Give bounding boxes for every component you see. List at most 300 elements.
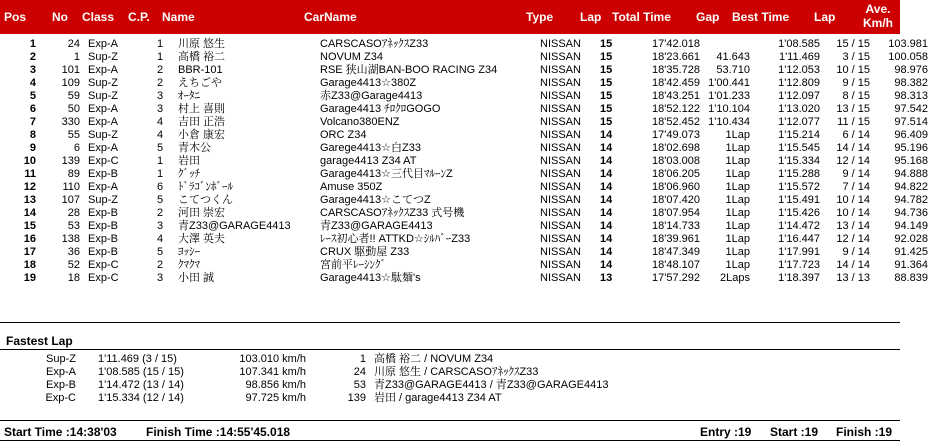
fastest-time-cell: 1'08.585 (15 / 15) xyxy=(98,366,184,378)
fastest-driver-cell: 青Z33@GARAGE4413 / 青Z33@GARAGE4413 xyxy=(374,379,609,391)
car-number-cell: 50 xyxy=(67,103,80,115)
car-name-cell: Volcano380ENZ xyxy=(320,116,400,128)
class-cell: Exp-C xyxy=(88,272,119,284)
fastest-lap-row xyxy=(0,379,694,392)
driver-name-cell: 吉田 正浩 xyxy=(178,116,226,128)
car-type-cell: NISSAN xyxy=(540,64,581,76)
pos-cell: 5 xyxy=(29,90,36,102)
driver-name-cell: ｸﾏｸﾏ xyxy=(178,259,200,271)
header-ave-line1: Ave. xyxy=(865,2,891,16)
car-number-cell: 107 xyxy=(61,194,80,206)
car-number-cell: 52 xyxy=(67,259,80,271)
fastest-driver-cell: 川原 悠生 / CARSCASOｱﾈｯｸｽZ33 xyxy=(374,366,539,378)
best-lap-cell: 8 / 15 xyxy=(842,90,870,102)
car-number-cell: 24 xyxy=(67,38,80,50)
class-cell: Exp-A xyxy=(88,103,118,115)
class-position-cell: 5 xyxy=(156,142,164,154)
pos-cell: 3 xyxy=(29,64,36,76)
gap-cell: 1'10.104 xyxy=(708,103,750,115)
header-name: Name xyxy=(162,10,195,24)
fastest-lap-row xyxy=(0,366,694,379)
gap-cell: 1Lap xyxy=(725,194,750,206)
total-time-cell: 17'49.073 xyxy=(652,129,700,141)
laps-cell: 14 xyxy=(600,194,613,206)
class-cell: Exp-C xyxy=(88,259,119,271)
class-position-cell: 3 xyxy=(156,90,164,102)
average-speed-cell: 94.736 xyxy=(894,207,928,219)
car-name-cell: Garege4413☆白Z33 xyxy=(320,142,421,154)
class-cell: Exp-A xyxy=(88,38,118,50)
car-name-cell: Garage4413 ﾁﾛｸﾛGOGO xyxy=(320,103,441,115)
class-position-cell: 3 xyxy=(156,103,164,115)
header-class: Class xyxy=(82,10,115,24)
fastest-driver-cell: 高橋 裕二 / NOVUM Z34 xyxy=(374,353,494,365)
class-cell: Sup-Z xyxy=(88,194,118,206)
average-speed-cell: 94.888 xyxy=(894,168,928,180)
car-number-cell: 36 xyxy=(67,246,80,258)
laps-cell: 15 xyxy=(600,116,613,128)
class-position-cell: 3 xyxy=(156,272,164,284)
gap-cell xyxy=(700,38,750,51)
total-time-cell: 18'42.459 xyxy=(652,77,700,89)
result-row xyxy=(0,233,930,246)
car-type-cell: NISSAN xyxy=(540,207,581,219)
best-lap-cell: 9 / 14 xyxy=(842,246,870,258)
header-total-time: Total Time xyxy=(612,10,671,24)
best-lap-cell: 13 / 14 xyxy=(836,220,870,232)
total-time-cell: 18'43.251 xyxy=(652,90,700,102)
result-row xyxy=(0,64,930,77)
class-position-cell: 1 xyxy=(156,51,164,63)
average-speed-cell: 98.382 xyxy=(894,77,928,89)
class-cell: Exp-B xyxy=(88,220,118,232)
best-time-cell: 1'15.491 xyxy=(778,194,820,206)
car-number-cell: 6 xyxy=(73,142,80,154)
best-lap-cell: 13 / 13 xyxy=(836,272,870,284)
header-lap: Lap xyxy=(580,10,602,24)
total-time-cell: 17'57.292 xyxy=(652,272,700,284)
gap-cell: 1Lap xyxy=(725,246,750,258)
total-time-cell: 18'07.420 xyxy=(652,194,700,206)
gap-cell: 1'00.441 xyxy=(708,77,750,89)
fastest-class-cell: Exp-C xyxy=(45,392,76,404)
laps-cell: 14 xyxy=(600,155,613,167)
pos-cell: 16 xyxy=(23,233,36,245)
car-name-cell: CRUX 駆動屋 Z33 xyxy=(320,246,410,258)
average-speed-cell: 95.196 xyxy=(894,142,928,154)
car-type-cell: NISSAN xyxy=(540,38,581,50)
laps-cell: 14 xyxy=(600,129,613,141)
best-time-cell: 1'18.397 xyxy=(778,272,820,284)
best-lap-cell: 14 / 14 xyxy=(836,259,870,271)
driver-name-cell: 小倉 康宏 xyxy=(178,129,226,141)
pos-cell: 2 xyxy=(29,51,36,63)
best-time-cell: 1'14.472 xyxy=(778,220,820,232)
class-cell: Sup-Z xyxy=(88,51,118,63)
header-cp: C.P. xyxy=(128,10,150,24)
pos-cell: 15 xyxy=(23,220,36,232)
class-cell: Exp-A xyxy=(88,64,118,76)
laps-cell: 14 xyxy=(600,207,613,219)
footer-bar xyxy=(0,424,900,440)
fastest-car-number-cell: 24 xyxy=(353,366,366,378)
class-position-cell: 1 xyxy=(156,168,164,180)
total-time-cell: 18'14.733 xyxy=(652,220,700,232)
total-time-cell: 18'23.661 xyxy=(652,51,700,63)
class-position-cell: 2 xyxy=(156,77,164,89)
average-speed-cell: 97.514 xyxy=(894,116,928,128)
class-cell: Exp-B xyxy=(88,168,118,180)
best-lap-cell: 10 / 14 xyxy=(836,194,870,206)
average-speed-cell: 94.149 xyxy=(894,220,928,232)
car-number-cell: 101 xyxy=(61,64,80,76)
header-best-lap: Lap xyxy=(814,10,836,24)
fastest-time-cell: 1'15.334 (12 / 14) xyxy=(98,392,184,404)
laps-cell: 15 xyxy=(600,103,613,115)
car-number-cell: 1 xyxy=(73,51,80,63)
car-name-cell: Garage4413☆三代目ﾏﾙｰﾝZ xyxy=(320,168,453,180)
result-row xyxy=(0,181,930,194)
average-speed-cell: 95.168 xyxy=(894,155,928,167)
driver-name-cell: 高橋 裕二 xyxy=(178,51,226,63)
laps-cell: 14 xyxy=(600,168,613,180)
car-name-cell: 宮前平ﾚｰｼﾝｸﾞ xyxy=(320,259,386,271)
divider-line xyxy=(0,420,900,421)
result-row xyxy=(0,246,930,259)
class-position-cell: 6 xyxy=(156,181,164,193)
best-time-cell: 1'12.053 xyxy=(778,64,820,76)
average-speed-cell: 88.839 xyxy=(894,272,928,284)
driver-name-cell: ﾖｯｼｰ xyxy=(178,246,200,258)
gap-cell: 1'01.233 xyxy=(708,90,750,102)
average-speed-cell: 98.313 xyxy=(894,90,928,102)
car-type-cell: NISSAN xyxy=(540,142,581,154)
driver-name-cell: ﾄﾞﾗｺﾞﾝﾎﾞｰﾙ xyxy=(178,181,233,193)
class-position-cell: 3 xyxy=(156,220,164,232)
car-type-cell: NISSAN xyxy=(540,51,581,63)
pos-cell: 12 xyxy=(23,181,36,193)
car-type-cell: NISSAN xyxy=(540,272,581,284)
laps-cell: 14 xyxy=(600,246,613,258)
best-time-cell: 1'17.991 xyxy=(778,246,820,258)
best-time-cell: 1'11.469 xyxy=(778,51,820,63)
car-name-cell: ﾚｰｽ初心者!! ATTKD☆ｼﾙﾊﾞｰZ33 xyxy=(320,233,471,245)
car-name-cell: 青Z33@GARAGE4413 xyxy=(320,220,433,232)
best-lap-cell: 12 / 14 xyxy=(836,233,870,245)
best-time-cell: 1'15.334 xyxy=(778,155,820,167)
laps-cell: 15 xyxy=(600,64,613,76)
best-time-cell: 1'17.723 xyxy=(778,259,820,271)
car-number-cell: 59 xyxy=(67,90,80,102)
result-row xyxy=(0,194,930,207)
best-lap-cell: 13 / 15 xyxy=(836,103,870,115)
best-lap-cell: 9 / 15 xyxy=(842,77,870,89)
total-time-cell: 18'06.205 xyxy=(652,168,700,180)
driver-name-cell: 川原 悠生 xyxy=(178,38,226,50)
car-number-cell: 139 xyxy=(61,155,80,167)
result-row xyxy=(0,90,930,103)
best-time-cell: 1'15.545 xyxy=(778,142,820,154)
best-time-cell: 1'08.585 xyxy=(778,38,820,50)
header-ave xyxy=(860,2,896,30)
best-lap-cell: 10 / 14 xyxy=(836,207,870,219)
class-position-cell: 2 xyxy=(156,207,164,219)
total-time-cell: 18'48.107 xyxy=(652,259,700,271)
fastest-class-cell: Exp-B xyxy=(46,379,76,391)
gap-cell: 1Lap xyxy=(725,220,750,232)
best-lap-cell: 11 / 15 xyxy=(837,116,870,128)
car-type-cell: NISSAN xyxy=(540,246,581,258)
pos-cell: 13 xyxy=(23,194,36,206)
best-time-cell: 1'12.809 xyxy=(778,77,820,89)
total-time-cell: 18'03.008 xyxy=(652,155,700,167)
car-type-cell: NISSAN xyxy=(540,129,581,141)
driver-name-cell: ｸﾞｯﾁ xyxy=(178,168,200,180)
result-row xyxy=(0,38,930,51)
car-name-cell: NOVUM Z34 xyxy=(320,51,383,63)
pos-cell: 14 xyxy=(23,207,36,219)
pos-cell: 19 xyxy=(23,272,36,284)
fastest-time-cell: 1'11.469 (3 / 15) xyxy=(98,353,177,365)
average-speed-cell: 103.981 xyxy=(888,38,928,50)
class-position-cell: 4 xyxy=(156,129,164,141)
best-time-cell: 1'15.214 xyxy=(778,129,820,141)
car-type-cell: NISSAN xyxy=(540,181,581,193)
average-speed-cell: 91.364 xyxy=(894,259,928,271)
gap-cell: 1'10.434 xyxy=(708,116,750,128)
fastest-car-number-cell: 139 xyxy=(347,392,366,404)
total-time-cell: 18'02.698 xyxy=(652,142,700,154)
total-time-cell: 17'42.018 xyxy=(652,38,700,50)
fastest-driver-cell: 岩田 / garage4413 Z34 AT xyxy=(374,392,502,404)
car-type-cell: NISSAN xyxy=(540,116,581,128)
driver-name-cell: こてつくん xyxy=(178,194,233,206)
best-lap-cell: 10 / 15 xyxy=(836,64,870,76)
class-cell: Sup-Z xyxy=(88,77,118,89)
class-cell: Exp-A xyxy=(88,142,118,154)
total-time-cell: 18'35.728 xyxy=(652,64,700,76)
car-type-cell: NISSAN xyxy=(540,194,581,206)
average-speed-cell: 96.409 xyxy=(894,129,928,141)
class-position-cell: 4 xyxy=(156,116,164,128)
header-no: No xyxy=(52,10,68,24)
car-name-cell: Amuse 350Z xyxy=(320,181,383,193)
car-name-cell: CARSCASOｱﾈｯｸｽZ33 xyxy=(320,38,429,50)
pos-cell: 17 xyxy=(23,246,36,258)
car-name-cell: garage4413 Z34 AT xyxy=(320,155,417,167)
average-speed-cell: 92.028 xyxy=(894,233,928,245)
pos-cell: 10 xyxy=(23,155,36,167)
fastest-lap-table xyxy=(0,353,694,405)
car-name-cell: 赤Z33@Garage4413 xyxy=(320,90,423,102)
gap-cell: 2Laps xyxy=(720,272,750,284)
laps-cell: 15 xyxy=(600,90,613,102)
best-time-cell: 1'12.077 xyxy=(778,116,820,128)
car-type-cell: NISSAN xyxy=(540,103,581,115)
result-row xyxy=(0,51,930,64)
class-position-cell: 5 xyxy=(156,194,164,206)
best-time-cell: 1'13.020 xyxy=(778,103,820,115)
gap-cell: 41.643 xyxy=(716,51,750,63)
class-position-cell: 4 xyxy=(156,233,164,245)
fastest-speed-cell: 98.856 km/h xyxy=(245,379,306,391)
fastest-lap-title: Fastest Lap xyxy=(6,334,73,348)
driver-name-cell: 青木公 xyxy=(178,142,211,154)
class-position-cell: 2 xyxy=(156,64,164,76)
laps-cell: 15 xyxy=(600,51,613,63)
average-speed-cell: 91.425 xyxy=(894,246,928,258)
result-row xyxy=(0,272,930,285)
class-cell: Sup-Z xyxy=(88,129,118,141)
best-lap-cell: 7 / 14 xyxy=(842,181,870,193)
driver-name-cell: 小田 誠 xyxy=(178,272,215,284)
class-cell: Exp-A xyxy=(88,181,118,193)
results-table xyxy=(0,38,930,285)
gap-cell: 1Lap xyxy=(725,155,750,167)
best-lap-cell: 6 / 14 xyxy=(842,129,870,141)
finish-count: Finish :19 xyxy=(836,425,893,439)
car-name-cell: ORC Z34 xyxy=(320,129,367,141)
divider-line xyxy=(0,322,900,323)
average-speed-cell: 94.822 xyxy=(894,181,928,193)
result-row xyxy=(0,116,930,129)
driver-name-cell: 岩田 xyxy=(178,155,200,167)
laps-cell: 14 xyxy=(600,233,613,245)
fastest-car-number-cell: 53 xyxy=(353,379,366,391)
car-type-cell: NISSAN xyxy=(540,233,581,245)
best-lap-cell: 14 / 14 xyxy=(836,142,870,154)
result-row xyxy=(0,259,930,272)
best-time-cell: 1'12.097 xyxy=(778,90,820,102)
car-number-cell: 89 xyxy=(67,168,80,180)
car-name-cell: RSE 狭山湖BAN-BOO RACING Z34 xyxy=(320,64,498,76)
best-lap-cell: 3 / 15 xyxy=(842,51,870,63)
driver-name-cell: 大澤 英夫 xyxy=(178,233,226,245)
gap-cell: 1Lap xyxy=(725,142,750,154)
laps-cell: 15 xyxy=(600,77,613,89)
total-time-cell: 18'39.961 xyxy=(652,233,700,245)
average-speed-cell: 97.542 xyxy=(894,103,928,115)
pos-cell: 18 xyxy=(23,259,36,271)
average-speed-cell: 94.782 xyxy=(894,194,928,206)
average-speed-cell: 98.976 xyxy=(894,64,928,76)
total-time-cell: 18'07.954 xyxy=(652,207,700,219)
fastest-lap-row xyxy=(0,353,694,366)
result-row xyxy=(0,220,930,233)
header-best-time: Best Time xyxy=(732,10,790,24)
pos-cell: 11 xyxy=(24,168,36,180)
class-position-cell: 5 xyxy=(156,246,164,258)
result-row xyxy=(0,155,930,168)
car-name-cell: Garage4413☆380Z xyxy=(320,77,417,89)
gap-cell: 1Lap xyxy=(725,233,750,245)
laps-cell: 14 xyxy=(600,142,613,154)
best-lap-cell: 12 / 14 xyxy=(836,155,870,167)
car-type-cell: NISSAN xyxy=(540,259,581,271)
fastest-class-cell: Sup-Z xyxy=(46,353,76,365)
pos-cell: 6 xyxy=(29,103,36,115)
header-gap: Gap xyxy=(696,10,720,24)
result-row xyxy=(0,168,930,181)
total-time-cell: 18'52.122 xyxy=(652,103,700,115)
average-speed-cell: 100.058 xyxy=(888,51,928,63)
pos-cell: 9 xyxy=(29,142,36,154)
class-position-cell: 1 xyxy=(156,38,164,50)
gap-cell: 1Lap xyxy=(725,168,750,180)
car-type-cell: NISSAN xyxy=(540,77,581,89)
class-position-cell: 2 xyxy=(156,259,164,271)
divider-line xyxy=(0,440,900,441)
car-name-cell: CARSCASOｱﾈｯｸｽZ33 式号機 xyxy=(320,207,465,219)
total-time-cell: 18'52.452 xyxy=(652,116,700,128)
driver-name-cell: BBR-101 xyxy=(178,64,223,76)
header-carname: CarName xyxy=(304,10,357,24)
result-row xyxy=(0,142,930,155)
pos-cell: 4 xyxy=(29,77,36,89)
car-type-cell: NISSAN xyxy=(540,220,581,232)
pos-cell: 1 xyxy=(29,38,36,50)
fastest-speed-cell: 103.010 km/h xyxy=(239,353,306,365)
results-header xyxy=(0,0,900,34)
laps-cell: 14 xyxy=(600,181,613,193)
result-row xyxy=(0,77,930,90)
driver-name-cell: 河田 崇宏 xyxy=(178,207,226,219)
divider-line xyxy=(0,349,900,350)
driver-name-cell: ｵｰﾀﾆ xyxy=(178,90,200,102)
header-type: Type xyxy=(526,10,554,24)
gap-cell: 1Lap xyxy=(725,129,750,141)
car-type-cell: NISSAN xyxy=(540,168,581,180)
class-cell: Exp-B xyxy=(88,246,118,258)
car-number-cell: 330 xyxy=(61,116,80,128)
gap-cell: 1Lap xyxy=(725,259,750,271)
laps-cell: 14 xyxy=(600,259,613,271)
best-lap-cell: 15 / 15 xyxy=(836,38,870,50)
best-time-cell: 1'15.572 xyxy=(778,181,820,193)
fastest-class-cell: Exp-A xyxy=(46,366,76,378)
pos-cell: 8 xyxy=(29,129,36,141)
total-time-cell: 18'47.349 xyxy=(652,246,700,258)
class-position-cell: 1 xyxy=(156,155,164,167)
car-number-cell: 18 xyxy=(67,272,80,284)
car-number-cell: 55 xyxy=(67,129,80,141)
laps-cell: 14 xyxy=(600,220,613,232)
laps-cell: 13 xyxy=(600,272,613,284)
best-time-cell: 1'15.426 xyxy=(778,207,820,219)
car-number-cell: 28 xyxy=(67,207,80,219)
car-number-cell: 109 xyxy=(61,77,80,89)
fastest-car-number-cell: 1 xyxy=(359,353,366,365)
finish-time: Finish Time :14:55'45.018 xyxy=(146,425,291,439)
start-count: Start :19 xyxy=(770,425,819,439)
fastest-time-cell: 1'14.472 (13 / 14) xyxy=(98,379,184,391)
car-type-cell: NISSAN xyxy=(540,90,581,102)
entry-count: Entry :19 xyxy=(700,425,752,439)
result-row xyxy=(0,129,930,142)
car-name-cell: Garage4413☆こてつZ xyxy=(320,194,431,206)
car-type-cell: NISSAN xyxy=(540,155,581,167)
result-row xyxy=(0,103,930,116)
driver-name-cell: 村上 喜則 xyxy=(178,103,226,115)
car-number-cell: 138 xyxy=(61,233,80,245)
class-cell: Exp-A xyxy=(88,116,118,128)
gap-cell: 1Lap xyxy=(725,207,750,219)
class-cell: Exp-C xyxy=(88,155,119,167)
fastest-speed-cell: 97.725 km/h xyxy=(245,392,306,404)
result-row xyxy=(0,207,930,220)
best-time-cell: 1'16.447 xyxy=(778,233,820,245)
driver-name-cell: 青Z33@GARAGE4413 xyxy=(178,220,291,232)
